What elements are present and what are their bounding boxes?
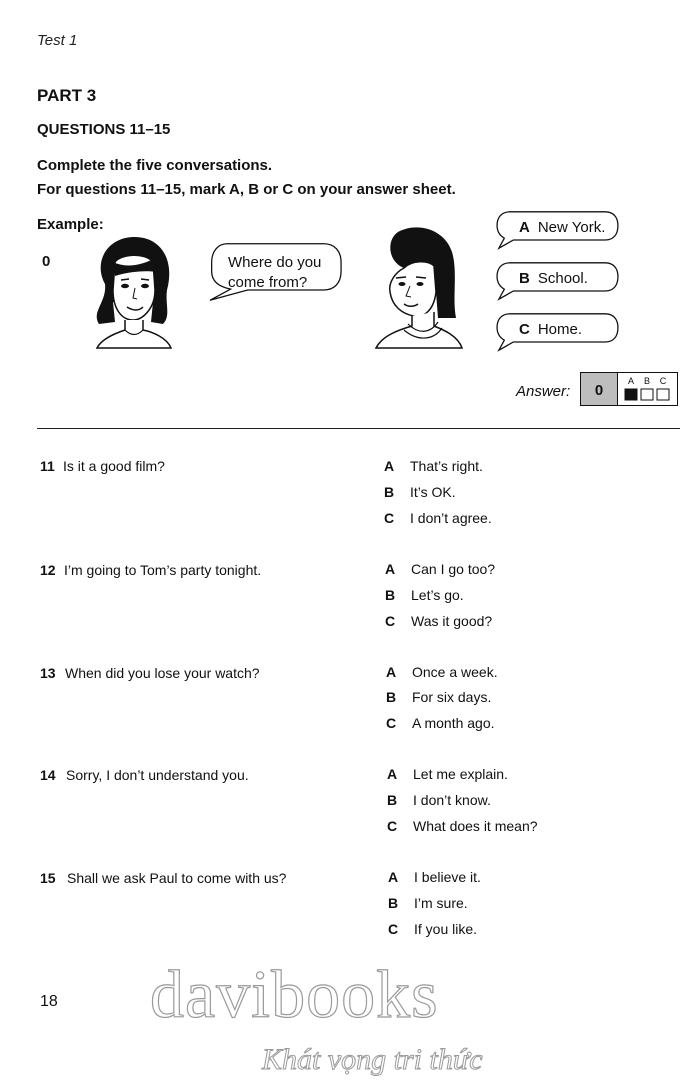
- woman-left-illustration: [85, 232, 180, 350]
- answer-checkbox-a: [625, 389, 637, 400]
- question-15-option-b-letter: B: [388, 895, 399, 911]
- question-13-text: When did you lose your watch?: [65, 665, 260, 681]
- answer-letter-b: B: [643, 376, 651, 386]
- example-option-a-text: New York.: [537, 219, 606, 236]
- answer-number: 0: [594, 382, 604, 399]
- answer-box: [580, 372, 678, 406]
- example-option-b: [519, 270, 588, 287]
- question-14-option-b-text: I don’t know.: [413, 792, 491, 808]
- question-12-option-a-text: Can I go too?: [411, 561, 496, 577]
- speech-text: [228, 253, 321, 293]
- questions-range: QUESTIONS 11–15: [37, 121, 171, 138]
- section-divider: [37, 428, 680, 429]
- question-15-number: 15: [40, 870, 56, 886]
- question-11-option-a-text: That’s right.: [410, 458, 483, 474]
- page-number: 18: [40, 993, 58, 1010]
- question-14-option-c-letter: C: [387, 818, 398, 834]
- question-12-option-c-letter: C: [385, 613, 396, 629]
- question-15-option-a-text: I believe it.: [414, 869, 481, 885]
- answer-label: Answer:: [516, 383, 571, 400]
- example-option-c-letter: C: [519, 321, 530, 338]
- question-14-number: 14: [40, 767, 56, 783]
- question-11-option-c-text: I don’t agree.: [410, 510, 492, 526]
- speech-line-1: Where do you: [228, 254, 322, 271]
- question-13-option-c-text: A month ago.: [412, 715, 495, 731]
- question-14-option-c-text: What does it mean?: [413, 818, 538, 834]
- question-12-option-a-letter: A: [385, 561, 396, 577]
- question-15-text: Shall we ask Paul to come with us?: [67, 870, 287, 886]
- question-12-text: I’m going to Tom’s party tonight.: [64, 562, 262, 578]
- watermark-tagline: Khát vọng tri thức: [262, 1043, 483, 1076]
- question-13-number: 13: [40, 665, 56, 681]
- example-number: 0: [42, 253, 51, 270]
- test-label: Test 1: [37, 32, 78, 49]
- answer-checkbox-b: [641, 389, 653, 400]
- question-11-option-b-letter: B: [384, 484, 395, 500]
- question-13-option-b-text: For six days.: [412, 689, 492, 705]
- question-15-option-c-text: If you like.: [414, 921, 478, 937]
- question-11-text: Is it a good film?: [63, 458, 165, 474]
- answer-checkbox-c: [657, 389, 669, 400]
- example-label: Example:: [37, 216, 104, 233]
- example-option-b-letter: B: [519, 270, 530, 287]
- question-11-option-c-letter: C: [384, 510, 395, 526]
- question-13-option-a-letter: A: [386, 664, 397, 680]
- answer-letter-c: C: [659, 376, 667, 386]
- woman-right-illustration: [368, 222, 463, 350]
- question-12-option-c-text: Was it good?: [411, 613, 493, 629]
- watermark-brand: davibooks: [150, 956, 439, 1032]
- question-14-option-a-letter: A: [387, 766, 398, 782]
- part-title: PART 3: [37, 86, 97, 105]
- question-12-option-b-letter: B: [385, 587, 396, 603]
- question-15-option-b-text: I’m sure.: [414, 895, 468, 911]
- question-14-option-b-letter: B: [387, 792, 398, 808]
- example-option-a-letter: A: [519, 219, 530, 236]
- instruction-line-2: For questions 11–15, mark A, B or C on your answer sheet.: [37, 181, 456, 198]
- question-11-option-a-letter: A: [384, 458, 395, 474]
- question-12-option-b-text: Let’s go.: [411, 587, 464, 603]
- instruction-line-1: Complete the five conversations.: [37, 157, 273, 174]
- question-13-option-a-text: Once a week.: [412, 664, 498, 680]
- question-15-option-c-letter: C: [388, 921, 399, 937]
- question-13-option-c-letter: C: [386, 715, 397, 731]
- speech-line-2: come from?: [228, 274, 308, 291]
- question-15-option-a-letter: A: [388, 869, 399, 885]
- question-14-text: Sorry, I don’t understand you.: [66, 767, 249, 783]
- example-option-a: [519, 219, 605, 236]
- question-11-number: 11: [40, 458, 55, 474]
- example-option-c: [519, 321, 582, 338]
- question-12-number: 12: [40, 562, 56, 578]
- question-13-option-b-letter: B: [386, 689, 397, 705]
- example-option-b-text: School.: [537, 270, 588, 287]
- answer-letter-a: A: [627, 376, 635, 386]
- question-14-option-a-text: Let me explain.: [413, 766, 508, 782]
- example-option-c-text: Home.: [537, 321, 583, 338]
- question-11-option-b-text: It’s OK.: [410, 484, 456, 500]
